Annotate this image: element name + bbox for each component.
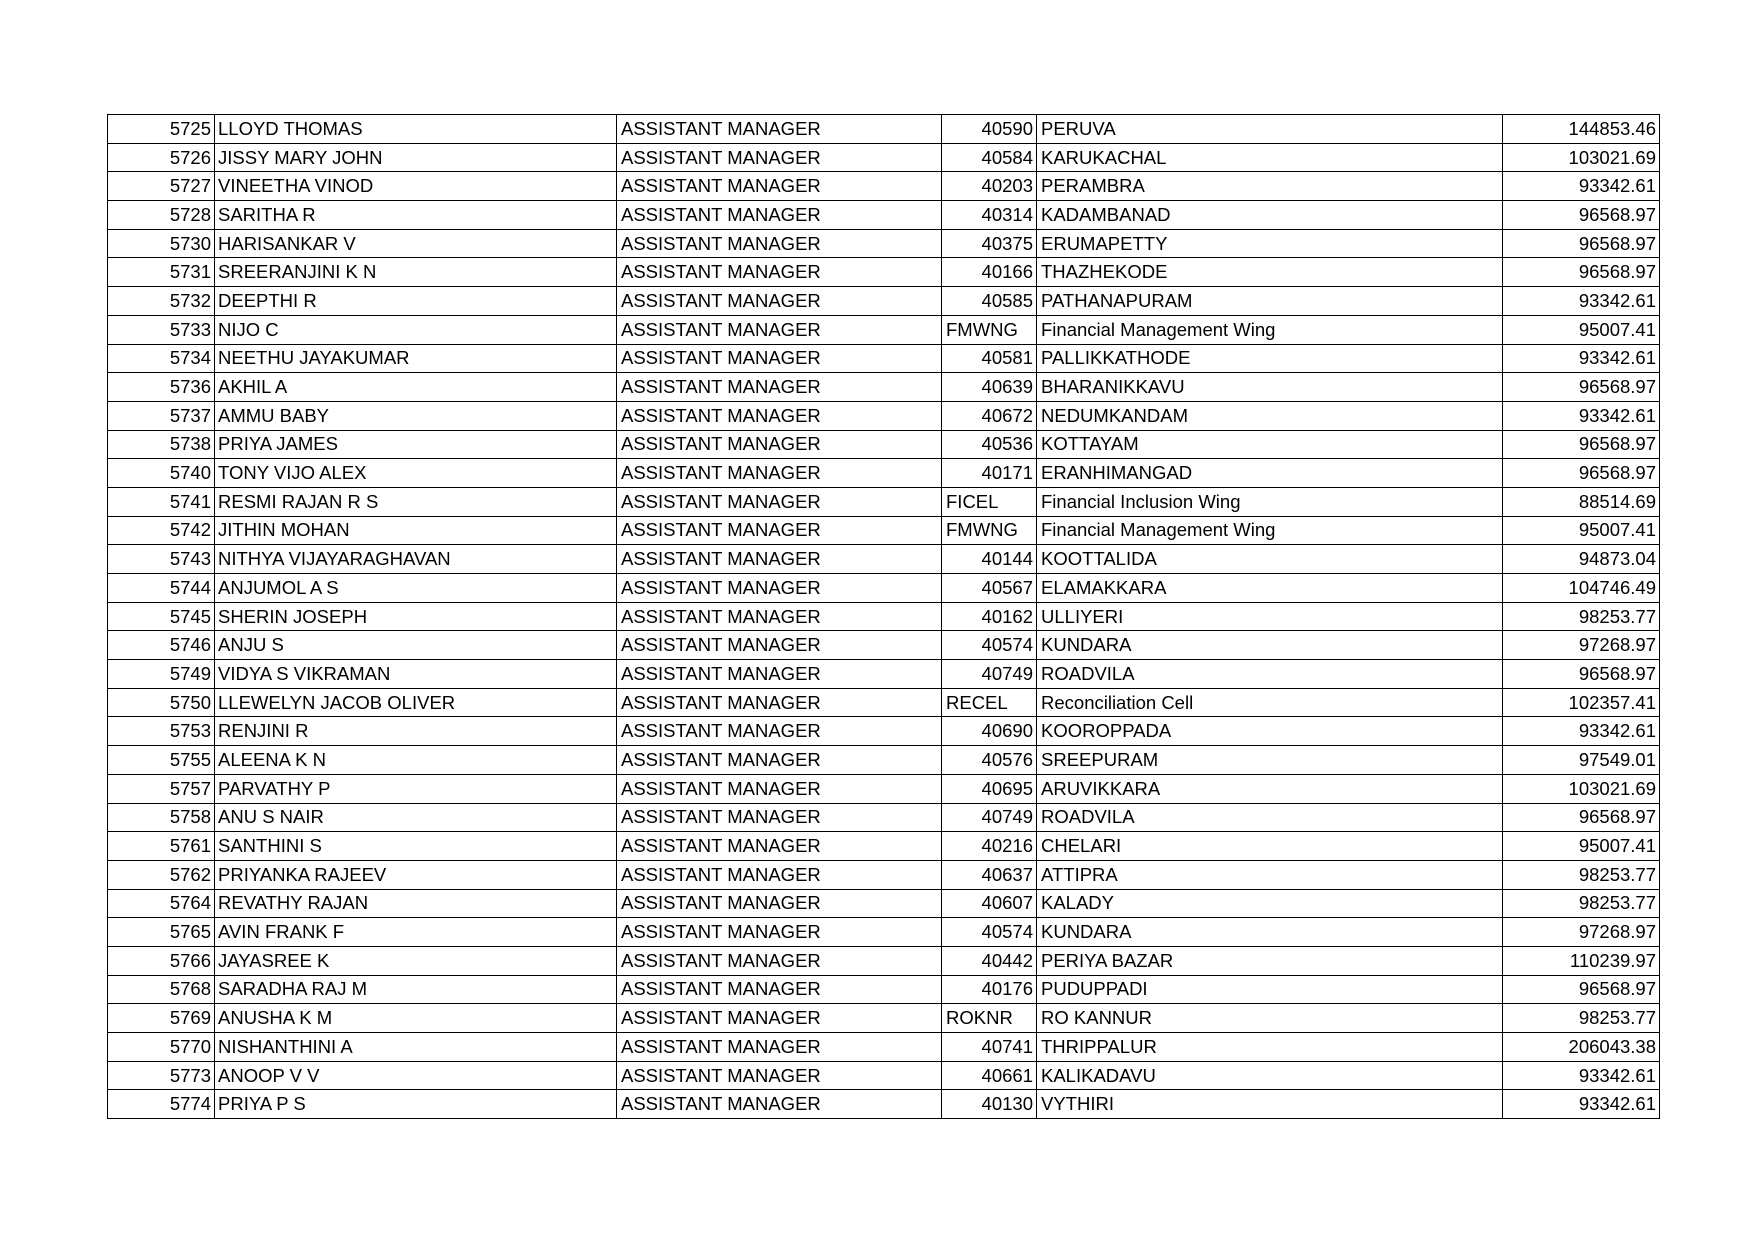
amount-cell: 93342.61 [1503,717,1660,746]
employee-name-cell: VIDYA S VIKRAMAN [215,660,617,689]
employee-name-cell: AKHIL A [215,373,617,402]
office-name-cell: ROADVILA [1037,660,1503,689]
employee-name-cell: JISSY MARY JOHN [215,143,617,172]
office-code-cell: 40567 [942,574,1037,603]
office-name-cell: Financial Management Wing [1037,516,1503,545]
employee-name-cell: PRIYA P S [215,1090,617,1119]
office-code-cell: 40607 [942,889,1037,918]
office-name-cell: KUNDARA [1037,631,1503,660]
office-code-cell: 40375 [942,229,1037,258]
designation-cell: ASSISTANT MANAGER [617,832,942,861]
employee-name-cell: TONY VIJO ALEX [215,459,617,488]
amount-cell: 95007.41 [1503,516,1660,545]
employee-name-cell: AVIN FRANK F [215,918,617,947]
amount-cell: 96568.97 [1503,201,1660,230]
employee-id-cell: 5768 [108,975,215,1004]
table-row [108,860,1660,889]
office-code-cell: FMWNG [942,315,1037,344]
amount-cell: 103021.69 [1503,774,1660,803]
office-name-cell: KALIKADAVU [1037,1061,1503,1090]
table-row [108,889,1660,918]
office-name-cell: PALLIKKATHODE [1037,344,1503,373]
employee-id-cell: 5743 [108,545,215,574]
amount-cell: 97268.97 [1503,918,1660,947]
table-row [108,545,1660,574]
employee-name-cell: JITHIN MOHAN [215,516,617,545]
office-code-cell: 40166 [942,258,1037,287]
designation-cell: ASSISTANT MANAGER [617,746,942,775]
amount-cell: 98253.77 [1503,1004,1660,1033]
designation-cell: ASSISTANT MANAGER [617,487,942,516]
employee-table [107,114,1660,1119]
office-code-cell: 40216 [942,832,1037,861]
office-code-cell: 40574 [942,631,1037,660]
employee-table-body [108,115,1660,1119]
office-name-cell: Financial Management Wing [1037,315,1503,344]
table-row [108,688,1660,717]
designation-cell: ASSISTANT MANAGER [617,631,942,660]
designation-cell: ASSISTANT MANAGER [617,287,942,316]
office-code-cell: 40314 [942,201,1037,230]
office-name-cell: THRIPPALUR [1037,1033,1503,1062]
table-row [108,229,1660,258]
employee-id-cell: 5755 [108,746,215,775]
designation-cell: ASSISTANT MANAGER [617,918,942,947]
amount-cell: 96568.97 [1503,430,1660,459]
table-row [108,258,1660,287]
office-name-cell: CHELARI [1037,832,1503,861]
designation-cell: ASSISTANT MANAGER [617,688,942,717]
employee-name-cell: ANJU S [215,631,617,660]
office-name-cell: ROADVILA [1037,803,1503,832]
employee-id-cell: 5730 [108,229,215,258]
employee-id-cell: 5740 [108,459,215,488]
office-code-cell: RECEL [942,688,1037,717]
employee-id-cell: 5764 [108,889,215,918]
employee-id-cell: 5725 [108,115,215,144]
employee-name-cell: NISHANTHINI A [215,1033,617,1062]
designation-cell: ASSISTANT MANAGER [617,946,942,975]
office-name-cell: SREEPURAM [1037,746,1503,775]
employee-name-cell: VINEETHA VINOD [215,172,617,201]
employee-id-cell: 5728 [108,201,215,230]
amount-cell: 93342.61 [1503,1090,1660,1119]
employee-name-cell: PRIYA JAMES [215,430,617,459]
office-code-cell: 40203 [942,172,1037,201]
employee-name-cell: JAYASREE K [215,946,617,975]
office-code-cell: 40741 [942,1033,1037,1062]
table-row [108,1033,1660,1062]
designation-cell: ASSISTANT MANAGER [617,1004,942,1033]
designation-cell: ASSISTANT MANAGER [617,774,942,803]
table-row [108,143,1660,172]
office-name-cell: PUDUPPADI [1037,975,1503,1004]
table-row [108,918,1660,947]
office-code-cell: 40574 [942,918,1037,947]
designation-cell: ASSISTANT MANAGER [617,430,942,459]
employee-id-cell: 5774 [108,1090,215,1119]
employee-name-cell: REVATHY RAJAN [215,889,617,918]
table-row [108,373,1660,402]
office-name-cell: KOOTTALIDA [1037,545,1503,574]
employee-name-cell: SARADHA RAJ M [215,975,617,1004]
designation-cell: ASSISTANT MANAGER [617,201,942,230]
table-row [108,315,1660,344]
table-row [108,516,1660,545]
employee-id-cell: 5746 [108,631,215,660]
employee-name-cell: HARISANKAR V [215,229,617,258]
table-row [108,344,1660,373]
table-row [108,717,1660,746]
amount-cell: 95007.41 [1503,832,1660,861]
office-name-cell: THAZHEKODE [1037,258,1503,287]
office-code-cell: 40536 [942,430,1037,459]
employee-id-cell: 5766 [108,946,215,975]
amount-cell: 110239.97 [1503,946,1660,975]
employee-id-cell: 5769 [108,1004,215,1033]
table-row [108,975,1660,1004]
employee-name-cell: ANUSHA K M [215,1004,617,1033]
amount-cell: 96568.97 [1503,660,1660,689]
office-name-cell: KUNDARA [1037,918,1503,947]
office-name-cell: Reconciliation Cell [1037,688,1503,717]
designation-cell: ASSISTANT MANAGER [617,516,942,545]
table-row [108,631,1660,660]
employee-name-cell: RESMI RAJAN R S [215,487,617,516]
employee-id-cell: 5758 [108,803,215,832]
table-row [108,832,1660,861]
amount-cell: 103021.69 [1503,143,1660,172]
office-code-cell: FICEL [942,487,1037,516]
designation-cell: ASSISTANT MANAGER [617,229,942,258]
amount-cell: 97268.97 [1503,631,1660,660]
employee-id-cell: 5734 [108,344,215,373]
employee-id-cell: 5765 [108,918,215,947]
amount-cell: 96568.97 [1503,373,1660,402]
employee-name-cell: LLOYD THOMAS [215,115,617,144]
employee-id-cell: 5750 [108,688,215,717]
employee-name-cell: NIJO C [215,315,617,344]
table-row [108,1004,1660,1033]
office-name-cell: ERANHIMANGAD [1037,459,1503,488]
amount-cell: 93342.61 [1503,287,1660,316]
employee-name-cell: PARVATHY P [215,774,617,803]
office-code-cell: ROKNR [942,1004,1037,1033]
designation-cell: ASSISTANT MANAGER [617,860,942,889]
table-row [108,287,1660,316]
office-name-cell: NEDUMKANDAM [1037,401,1503,430]
designation-cell: ASSISTANT MANAGER [617,459,942,488]
amount-cell: 96568.97 [1503,803,1660,832]
amount-cell: 93342.61 [1503,344,1660,373]
employee-name-cell: ANU S NAIR [215,803,617,832]
designation-cell: ASSISTANT MANAGER [617,344,942,373]
office-name-cell: KADAMBANAD [1037,201,1503,230]
amount-cell: 93342.61 [1503,172,1660,201]
employee-id-cell: 5745 [108,602,215,631]
amount-cell: 98253.77 [1503,602,1660,631]
designation-cell: ASSISTANT MANAGER [617,1061,942,1090]
office-name-cell: VYTHIRI [1037,1090,1503,1119]
amount-cell: 206043.38 [1503,1033,1660,1062]
amount-cell: 144853.46 [1503,115,1660,144]
office-code-cell: 40584 [942,143,1037,172]
office-code-cell: 40637 [942,860,1037,889]
amount-cell: 97549.01 [1503,746,1660,775]
employee-name-cell: AMMU BABY [215,401,617,430]
amount-cell: 94873.04 [1503,545,1660,574]
table-row [108,803,1660,832]
employee-name-cell: ALEENA K N [215,746,617,775]
employee-id-cell: 5733 [108,315,215,344]
office-code-cell: 40639 [942,373,1037,402]
amount-cell: 102357.41 [1503,688,1660,717]
employee-id-cell: 5736 [108,373,215,402]
office-name-cell: BHARANIKKAVU [1037,373,1503,402]
employee-name-cell: SREERANJINI K N [215,258,617,287]
employee-id-cell: 5757 [108,774,215,803]
office-name-cell: ULLIYERI [1037,602,1503,631]
amount-cell: 95007.41 [1503,315,1660,344]
employee-id-cell: 5762 [108,860,215,889]
designation-cell: ASSISTANT MANAGER [617,315,942,344]
office-code-cell: 40585 [942,287,1037,316]
employee-id-cell: 5727 [108,172,215,201]
designation-cell: ASSISTANT MANAGER [617,574,942,603]
table-row [108,774,1660,803]
employee-id-cell: 5731 [108,258,215,287]
employee-id-cell: 5761 [108,832,215,861]
office-name-cell: ATTIPRA [1037,860,1503,889]
office-name-cell: KOOROPPADA [1037,717,1503,746]
employee-name-cell: SANTHINI S [215,832,617,861]
office-name-cell: KALADY [1037,889,1503,918]
employee-name-cell: RENJINI R [215,717,617,746]
employee-id-cell: 5749 [108,660,215,689]
table-row [108,430,1660,459]
designation-cell: ASSISTANT MANAGER [617,1090,942,1119]
table-row [108,115,1660,144]
employee-id-cell: 5770 [108,1033,215,1062]
office-code-cell: 40176 [942,975,1037,1004]
office-code-cell: 40749 [942,803,1037,832]
employee-name-cell: SHERIN JOSEPH [215,602,617,631]
employee-id-cell: 5738 [108,430,215,459]
office-name-cell: RO KANNUR [1037,1004,1503,1033]
employee-name-cell: DEEPTHI R [215,287,617,316]
office-name-cell: Financial Inclusion Wing [1037,487,1503,516]
office-code-cell: 40581 [942,344,1037,373]
designation-cell: ASSISTANT MANAGER [617,401,942,430]
office-name-cell: ERUMAPETTY [1037,229,1503,258]
amount-cell: 96568.97 [1503,229,1660,258]
office-name-cell: PERIYA BAZAR [1037,946,1503,975]
office-code-cell: 40576 [942,746,1037,775]
employee-name-cell: ANOOP V V [215,1061,617,1090]
amount-cell: 98253.77 [1503,860,1660,889]
table-row [108,660,1660,689]
table-row [108,201,1660,230]
office-code-cell: 40749 [942,660,1037,689]
office-code-cell: 40590 [942,115,1037,144]
employee-name-cell: PRIYANKA RAJEEV [215,860,617,889]
designation-cell: ASSISTANT MANAGER [617,803,942,832]
employee-id-cell: 5773 [108,1061,215,1090]
employee-name-cell: NEETHU JAYAKUMAR [215,344,617,373]
employee-id-cell: 5753 [108,717,215,746]
employee-id-cell: 5737 [108,401,215,430]
designation-cell: ASSISTANT MANAGER [617,172,942,201]
employee-id-cell: 5744 [108,574,215,603]
designation-cell: ASSISTANT MANAGER [617,545,942,574]
designation-cell: ASSISTANT MANAGER [617,717,942,746]
table-row [108,1090,1660,1119]
office-name-cell: PERUVA [1037,115,1503,144]
office-code-cell: 40144 [942,545,1037,574]
office-name-cell: ELAMAKKARA [1037,574,1503,603]
employee-name-cell: SARITHA R [215,201,617,230]
office-code-cell: 40162 [942,602,1037,631]
office-code-cell: 40171 [942,459,1037,488]
employee-name-cell: LLEWELYN JACOB OLIVER [215,688,617,717]
table-row [108,459,1660,488]
amount-cell: 96568.97 [1503,975,1660,1004]
designation-cell: ASSISTANT MANAGER [617,373,942,402]
table-row [108,946,1660,975]
designation-cell: ASSISTANT MANAGER [617,115,942,144]
designation-cell: ASSISTANT MANAGER [617,660,942,689]
designation-cell: ASSISTANT MANAGER [617,143,942,172]
amount-cell: 93342.61 [1503,1061,1660,1090]
employee-id-cell: 5741 [108,487,215,516]
table-row [108,602,1660,631]
table-row [108,574,1660,603]
office-name-cell: KARUKACHAL [1037,143,1503,172]
table-row [108,746,1660,775]
table-row [108,1061,1660,1090]
employee-id-cell: 5726 [108,143,215,172]
amount-cell: 88514.69 [1503,487,1660,516]
table-row [108,487,1660,516]
office-code-cell: FMWNG [942,516,1037,545]
designation-cell: ASSISTANT MANAGER [617,1033,942,1062]
designation-cell: ASSISTANT MANAGER [617,602,942,631]
amount-cell: 93342.61 [1503,401,1660,430]
amount-cell: 96568.97 [1503,459,1660,488]
designation-cell: ASSISTANT MANAGER [617,975,942,1004]
designation-cell: ASSISTANT MANAGER [617,889,942,918]
office-code-cell: 40695 [942,774,1037,803]
office-name-cell: KOTTAYAM [1037,430,1503,459]
designation-cell: ASSISTANT MANAGER [617,258,942,287]
office-code-cell: 40661 [942,1061,1037,1090]
amount-cell: 96568.97 [1503,258,1660,287]
employee-name-cell: ANJUMOL A S [215,574,617,603]
office-code-cell: 40672 [942,401,1037,430]
office-code-cell: 40130 [942,1090,1037,1119]
amount-cell: 104746.49 [1503,574,1660,603]
table-row [108,172,1660,201]
office-name-cell: PATHANAPURAM [1037,287,1503,316]
amount-cell: 98253.77 [1503,889,1660,918]
employee-name-cell: NITHYA VIJAYARAGHAVAN [215,545,617,574]
employee-id-cell: 5732 [108,287,215,316]
office-name-cell: PERAMBRA [1037,172,1503,201]
table-row [108,401,1660,430]
office-code-cell: 40442 [942,946,1037,975]
office-name-cell: ARUVIKKARA [1037,774,1503,803]
employee-id-cell: 5742 [108,516,215,545]
office-code-cell: 40690 [942,717,1037,746]
